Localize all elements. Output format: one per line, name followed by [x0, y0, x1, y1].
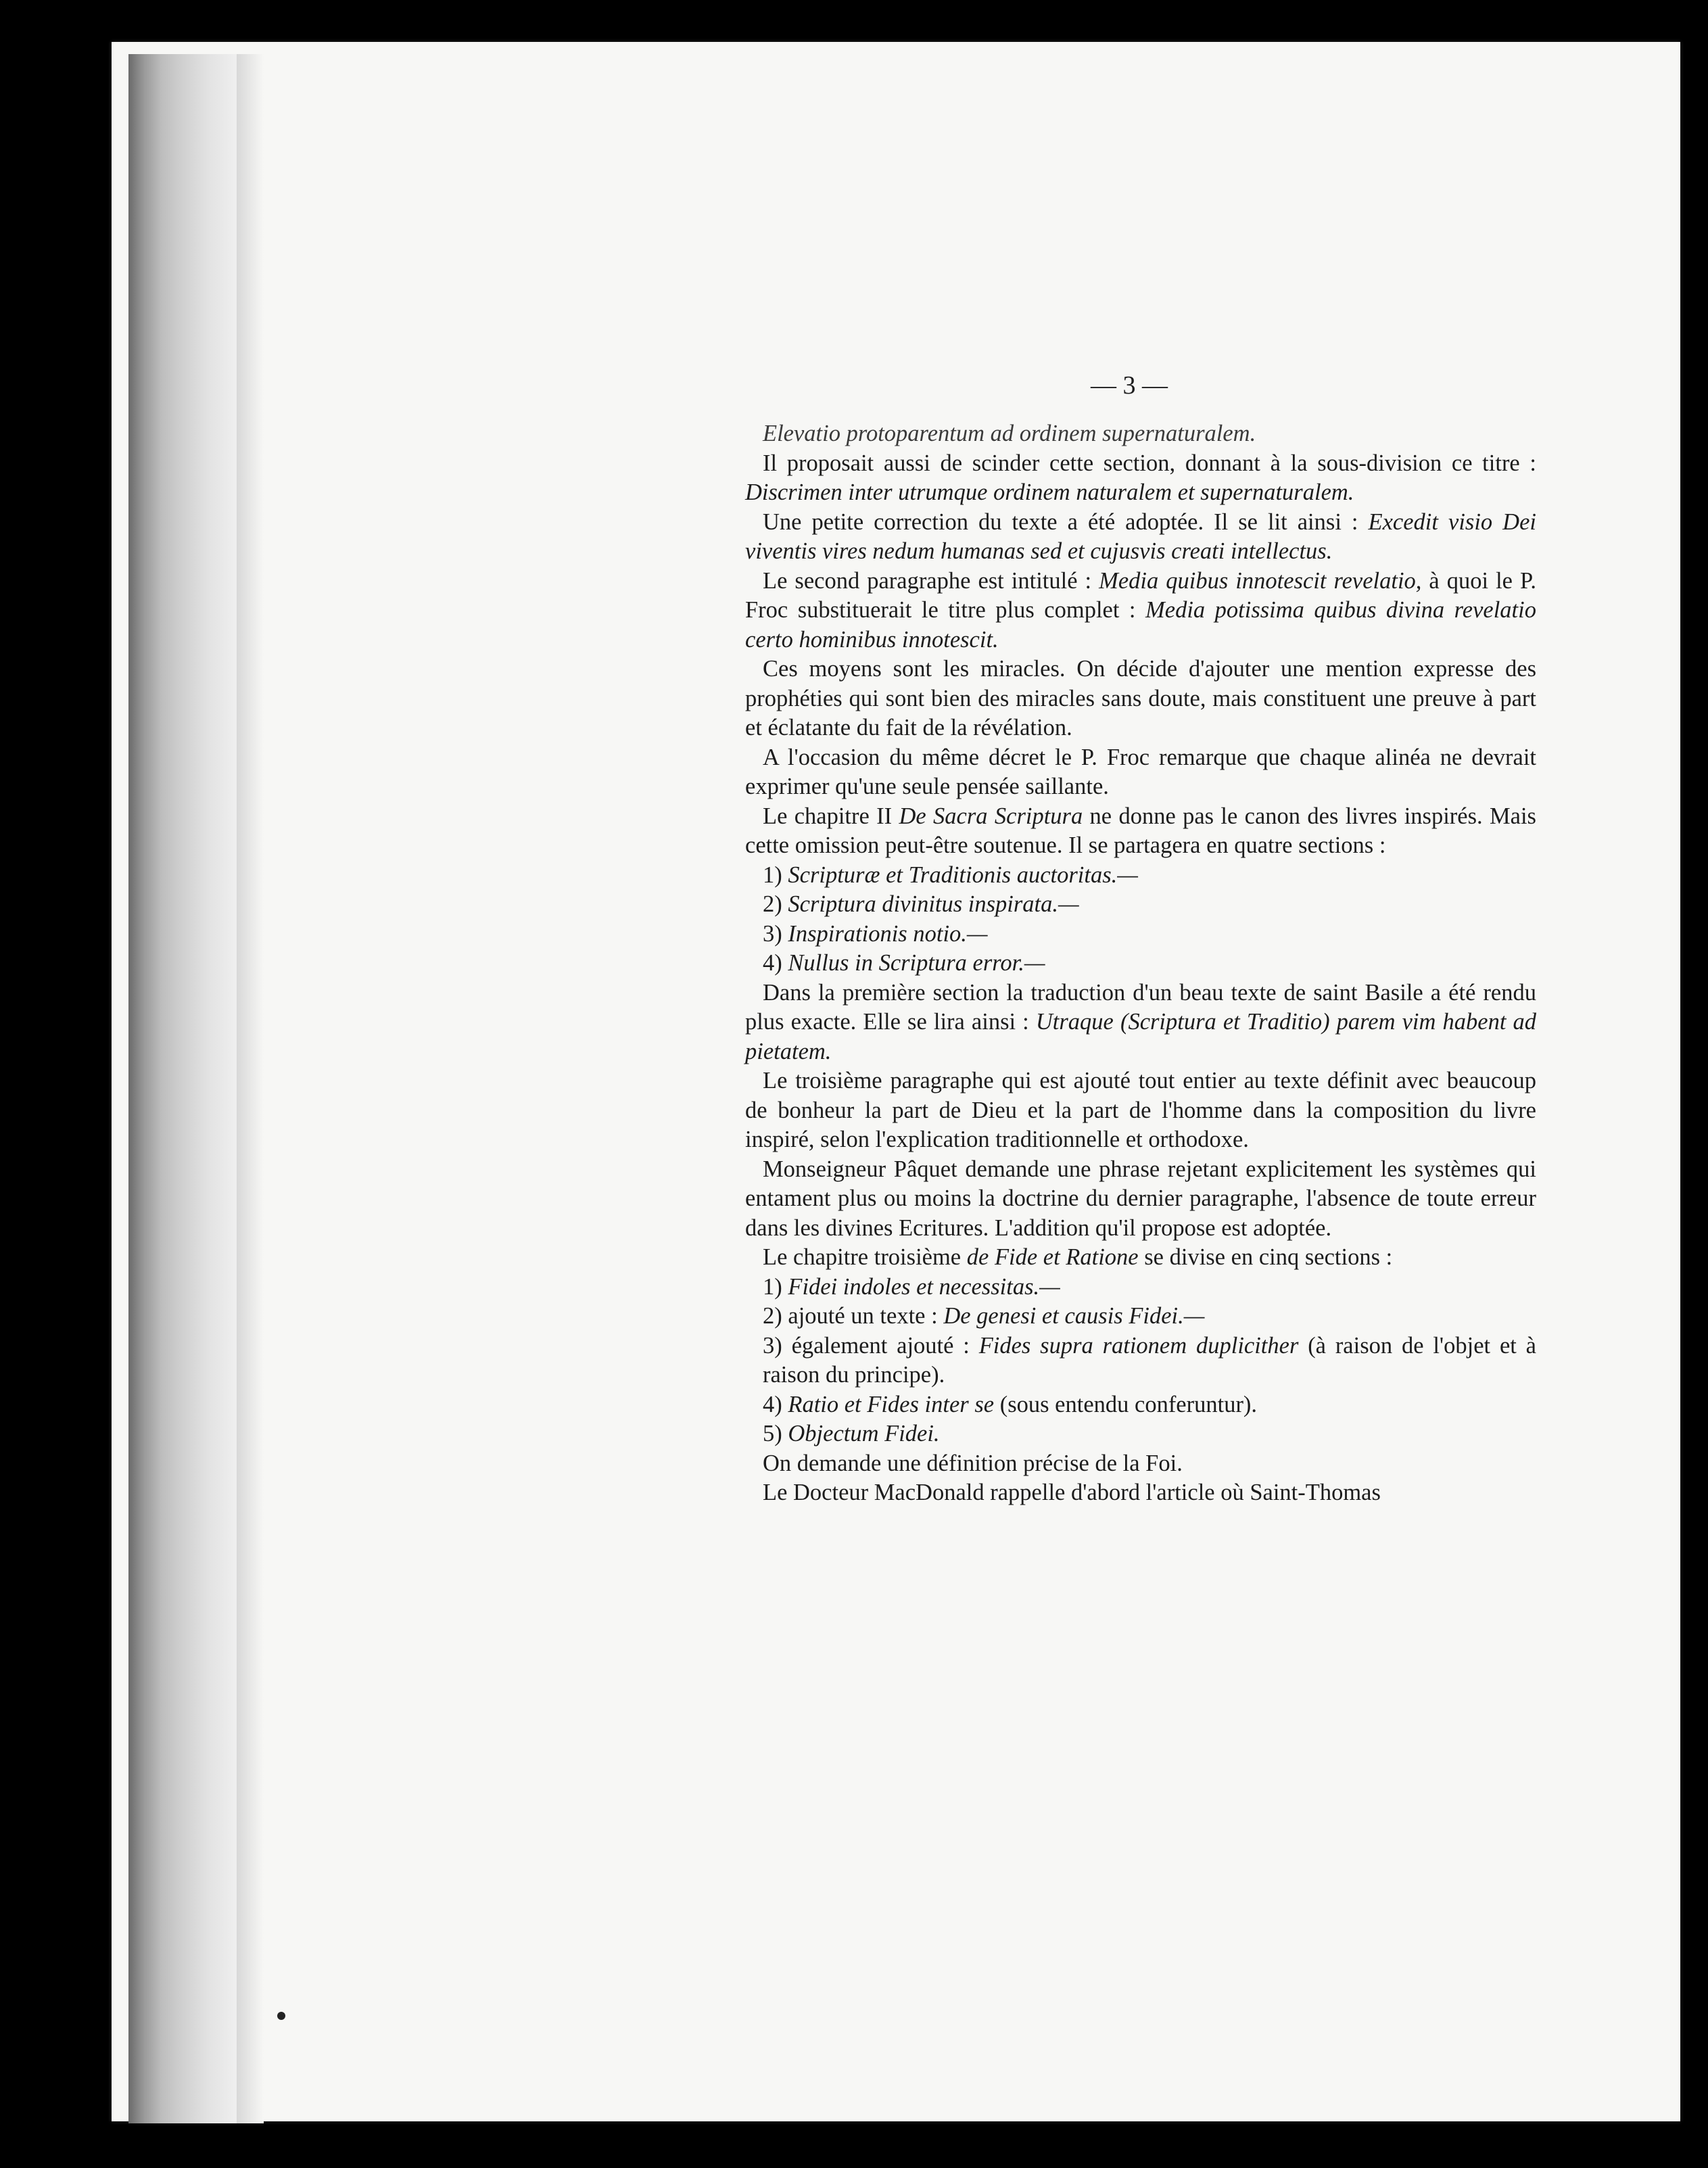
list2-item-2-num: 2) [763, 1303, 782, 1329]
list2-item-3-post: (à raison de l'objet et à raison du principe). [763, 1332, 1536, 1388]
paragraph-6-latin: De Sacra Scriptura [899, 803, 1083, 829]
list1-item-2 [745, 890, 1536, 920]
text-column [745, 379, 1536, 1508]
paragraph-3-text-a: Le second paragraphe est intitulé : [763, 567, 1099, 594]
paragraph-0: Elevatio protoparentum ad ordinem supernaturalem. [763, 421, 1256, 446]
list2-item-4-post: (sous entendu conferuntur). [994, 1391, 1258, 1417]
paragraph-10-latin: de Fide et Ratione [966, 1244, 1139, 1270]
paragraph-6 [745, 802, 1536, 861]
paragraph-8: Le troisième paragraphe qui est ajouté tout entier au texte définit avec beaucoup de bonheur la part de Dieu et la part de l'homme dans la composition du livre inspiré, selon l'explication traditionnelle et orthodoxe. [745, 1068, 1536, 1152]
paragraph-3-text-b: à quoi le P. Froc substituerait le titre plus complet : [745, 567, 1536, 623]
paragraph-5: A l'occasion du même décret le P. Froc remarque que chaque alinéa ne devrait exprimer qu'une seule pensée saillante. [745, 744, 1536, 799]
list1-item-2-text: Scriptura divinitus inspirata.— [788, 891, 1079, 917]
list1-item-2-num: 2) [763, 891, 782, 917]
paragraph-10 [745, 1243, 1536, 1273]
paragraph-12: Le Docteur MacDonald rappelle d'abord l'article où Saint-Thomas [763, 1480, 1381, 1505]
list1-item-3 [745, 920, 1536, 949]
paragraph-1-text: Il proposait aussi de scinder cette section, donnant à la sous-division ce titre : [763, 450, 1536, 476]
paragraph-3-latin-a: Media quibus innotescit revelatio, [1099, 567, 1422, 594]
paragraph-10-text-b: se divise en cinq sections : [1138, 1244, 1393, 1270]
list2-item-2-pre: ajouté un texte : [788, 1303, 944, 1329]
list2-item-5-num: 5) [763, 1421, 782, 1446]
list2-item-2 [745, 1302, 1536, 1332]
paragraph-2 [745, 508, 1536, 567]
list2-item-4 [745, 1390, 1536, 1420]
list1-item-1 [745, 861, 1536, 891]
paragraph-10-text-a: Le chapitre troisième [763, 1244, 967, 1270]
list2-item-1 [745, 1273, 1536, 1302]
paragraph-1 [745, 449, 1536, 508]
paragraph-3 [745, 567, 1536, 655]
ink-dot [277, 2012, 285, 2020]
paragraph-4: Ces moyens sont les miracles. On décide d'ajouter une mention expresse des prophéties qui sont bien des miracles sans doute, mais constituent une preuve à part et éclatante du fait de la révélation. [745, 656, 1536, 740]
list2-item-4-num: 4) [763, 1391, 782, 1417]
paragraph-3-latin-b: Media potissima quibus divina revelatio certo hominibus innotescit. [745, 597, 1536, 653]
list2-item-1-num: 1) [763, 1273, 782, 1300]
paragraph-7 [745, 979, 1536, 1067]
list2-item-3-pre: également ajouté : [791, 1332, 979, 1359]
paragraph-11: On demande une définition précise de la Foi. [763, 1450, 1183, 1476]
paragraph-9: Monseigneur Pâquet demande une phrase rejetant explicitement les systèmes qui entament plus ou moins la doctrine du dernier paragraphe, l'absence de toute erreur dans les divines Ecritures. L'addition qu'il propose est adoptée. [745, 1156, 1536, 1241]
list2-item-2-latin: De genesi et causis Fidei.— [943, 1303, 1205, 1329]
paragraph-7-latin: Utraque (Scriptura et Traditio) parem vim habent ad pietatem. [745, 1009, 1536, 1064]
list2-item-5-latin: Objectum Fidei. [788, 1421, 940, 1446]
list2-item-1-latin: Fidei indoles et necessitas.— [788, 1273, 1060, 1300]
page-number: — 3 — [1091, 371, 1168, 400]
list2-item-4-latin: Ratio et Fides inter se [788, 1391, 995, 1417]
list1-item-1-text: Scripturæ et Traditionis auctoritas.— [788, 862, 1138, 888]
paragraph-2-text: Une petite correction du texte a été adoptée. Il se lit ainsi : [763, 509, 1369, 535]
paragraph-6-text-a: Le chapitre II [763, 803, 899, 829]
paragraph-1-latin: Discrimen inter utrumque ordinem naturalem et supernaturalem. [745, 479, 1354, 505]
list2-item-3 [745, 1332, 1536, 1390]
list2-item-3-latin: Fides supra rationem duplicither [978, 1332, 1299, 1359]
list1-item-4-num: 4) [763, 950, 782, 976]
list2-item-5 [745, 1419, 1536, 1449]
paragraph-2-latin: Excedit visio Dei viventis vires nedum humanas sed et cujusvis creati intellectus. [745, 509, 1536, 564]
list1-item-3-num: 3) [763, 920, 782, 947]
paragraph-7-text: Dans la première section la traduction d'un beau texte de saint Basile a été rendu plus exacte. Elle se lira ainsi : [745, 979, 1536, 1035]
list1-item-3-text: Inspirationis notio.— [788, 920, 988, 947]
binding-edge [237, 54, 264, 2123]
list2-item-3-num: 3) [763, 1332, 782, 1359]
paragraph-6-text-b: ne donne pas le canon des livres inspirés. Mais cette omission peut-être soutenue. Il se partagera en quatre sections : [745, 803, 1536, 858]
list1-item-4-text: Nullus in Scriptura error.— [788, 950, 1045, 976]
list1-item-4 [745, 949, 1536, 979]
list1-item-1-num: 1) [763, 862, 782, 888]
